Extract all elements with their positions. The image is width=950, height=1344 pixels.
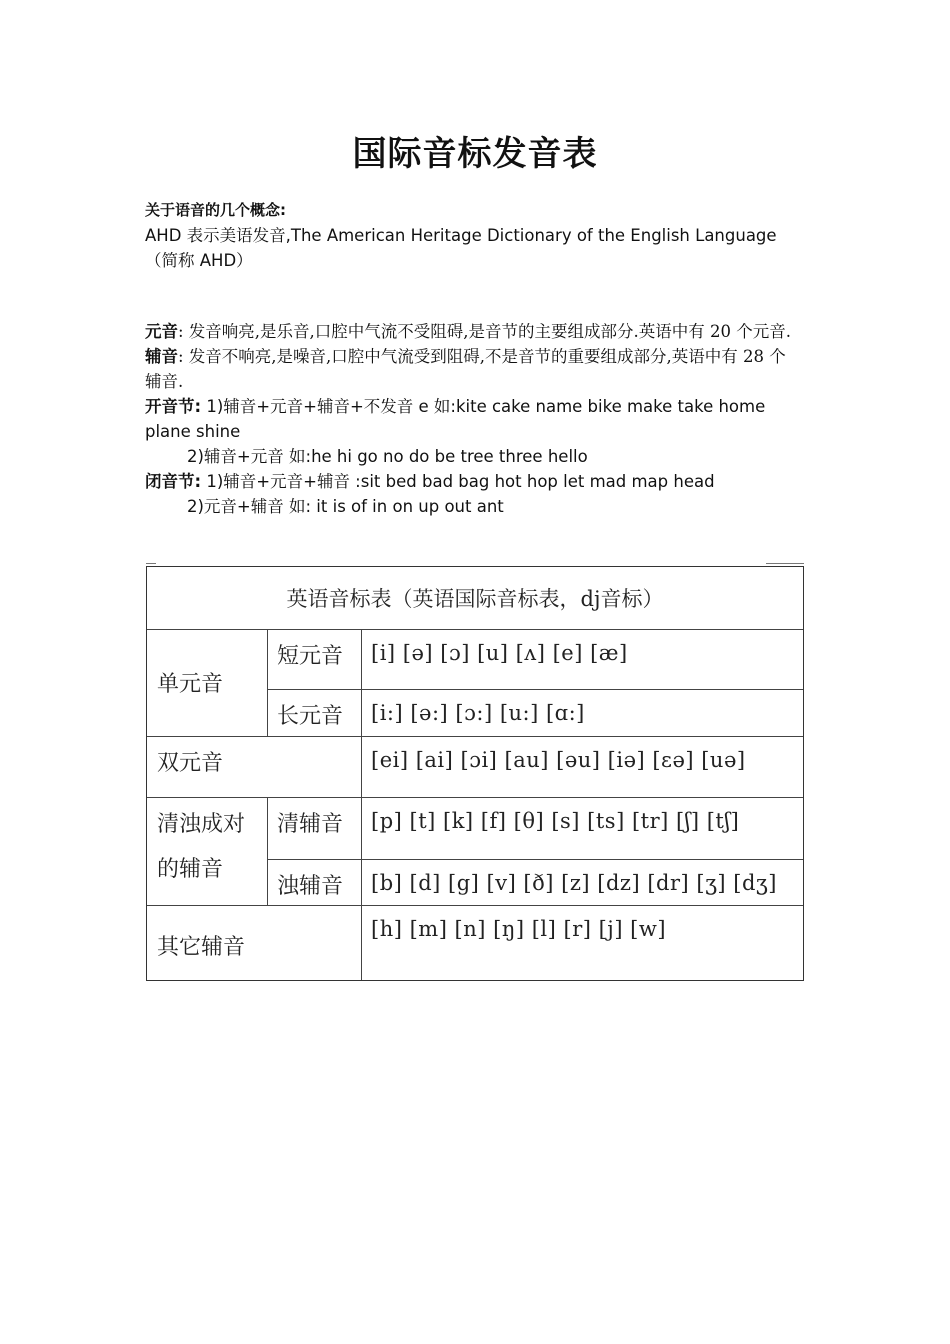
closed-syllable-label: 闭音节: xyxy=(145,472,202,491)
table-rule xyxy=(147,629,803,630)
table-title: 英语音标表（英语国际音标表，dj音标） xyxy=(286,587,664,611)
page-title: 国际音标发音表 xyxy=(352,134,598,174)
paired-consonants-label-2: 的辅音 xyxy=(157,857,224,882)
paired-consonants-label: 清浊成对 xyxy=(157,812,246,837)
closed-syllable-rule-2: 2)元音+辅音 如: it is of in on up out ant xyxy=(187,497,504,516)
open-syllable-rule-1-cont: plane shine xyxy=(145,422,241,441)
diphthong-label: 双元音 xyxy=(157,751,224,776)
table-rule xyxy=(267,629,268,736)
other-consonants-label: 其它辅音 xyxy=(157,935,246,960)
open-syllable-rule-2: 2)辅音+元音 如:he hi go no do be tree three hello xyxy=(187,447,588,466)
consonant-label: 辅音 xyxy=(145,347,178,366)
table-rule xyxy=(267,859,803,860)
table-rule xyxy=(267,797,268,905)
open-syllable-text: 1)辅音+元音+辅音+不发音 e 如:kite cake name bike make take home xyxy=(201,397,766,416)
monophthong-label: 单元音 xyxy=(157,672,224,697)
voiceless-label: 清辅音 xyxy=(277,812,344,837)
voiceless-symbols: [p] [t] [k] [f] [θ] [s] [ts] [tr] [ʃ] [tʃ] xyxy=(371,809,740,833)
voiced-label: 浊辅音 xyxy=(277,874,344,899)
intro-block xyxy=(145,198,825,273)
concepts-heading: 关于语音的几个概念: xyxy=(145,201,286,219)
other-consonants-symbols: [h] [m] [n] [ŋ] [l] [r] [j] [w] xyxy=(371,917,667,941)
phonetic-chart-table xyxy=(146,566,804,981)
open-syllable-label: 开音节: xyxy=(145,397,202,416)
table-rule xyxy=(267,689,803,690)
definitions-block xyxy=(145,319,825,519)
voiced-symbols: [b] [d] [g] [v] [ð] [z] [dz] [dr] [ʒ] [dʒ] xyxy=(371,871,777,895)
vowel-text: : 发音响亮,是乐音,口腔中气流不受阻碍,是音节的主要组成部分.英语中有 20 个元音. xyxy=(178,322,792,341)
ahd-line-2: （简称 AHD） xyxy=(145,251,253,270)
table-rule xyxy=(147,736,803,737)
ahd-line: AHD 表示美语发音,The American Heritage Dictionary of the English Language xyxy=(145,226,777,245)
table-corner-mark-right xyxy=(766,563,804,564)
table-rule xyxy=(147,797,803,798)
long-vowel-label: 长元音 xyxy=(277,704,344,729)
table-corner-mark-left xyxy=(146,563,156,564)
long-vowel-symbols: [i:] [ə:] [ɔ:] [u:] [ɑ:] xyxy=(371,701,585,725)
short-vowel-label: 短元音 xyxy=(277,644,344,669)
vowel-definition xyxy=(145,319,825,344)
consonant-text: : 发音不响亮,是噪音,口腔中气流受到阻碍,不是音节的重要组成部分,英语中有 28 个 xyxy=(178,347,786,366)
vowel-label: 元音 xyxy=(145,322,178,341)
closed-syllable-rule-1 xyxy=(145,469,825,494)
open-syllable-rule-1 xyxy=(145,394,825,419)
table-rule xyxy=(361,629,362,980)
closed-syllable-text: 1)辅音+元音+辅音 :sit bed bad bag hot hop let mad map head xyxy=(201,472,715,491)
table-rule xyxy=(147,905,803,906)
short-vowel-symbols: [i] [ə] [ɔ] [u] [ʌ] [e] [æ] xyxy=(371,641,628,665)
diphthong-symbols: [ei] [ai] [ɔi] [au] [əu] [iə] [εə] [uə] xyxy=(371,748,746,772)
consonant-definition-cont: 辅音. xyxy=(145,372,184,391)
consonant-definition xyxy=(145,344,825,369)
